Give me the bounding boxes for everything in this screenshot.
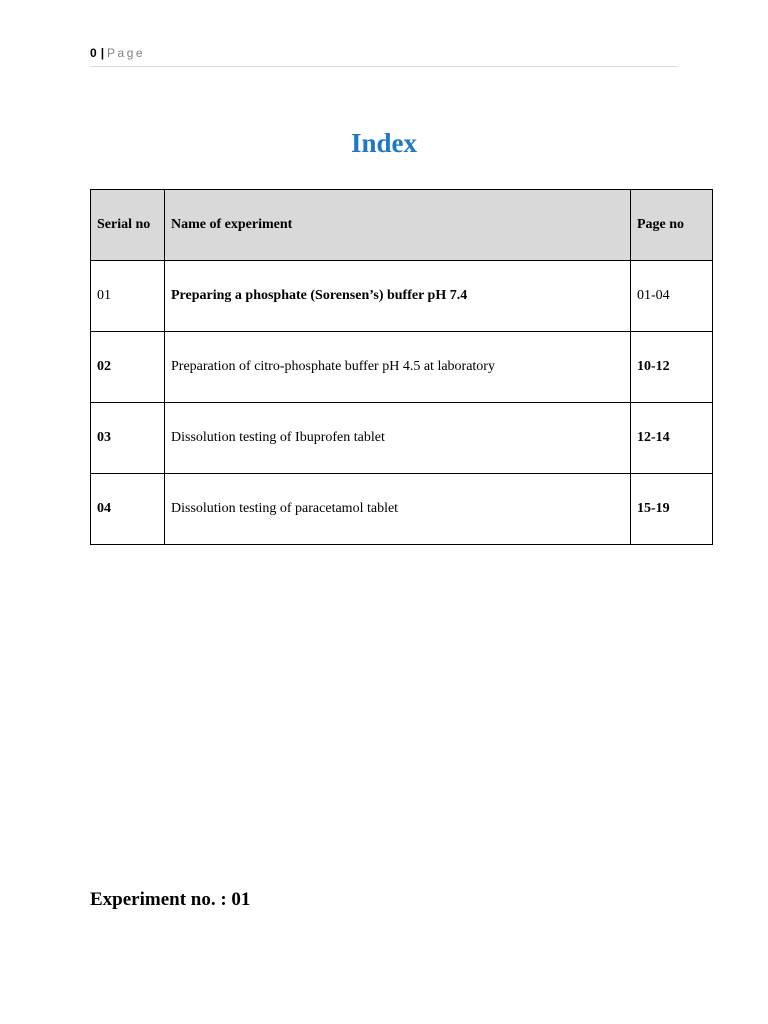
- cell-page: 01-04: [631, 261, 713, 332]
- cell-serial: 01: [91, 261, 165, 332]
- column-header-name: Name of experiment: [165, 190, 631, 261]
- cell-name: Dissolution testing of paracetamol tablet: [165, 474, 631, 545]
- page-label: Page: [107, 46, 146, 60]
- index-table: [90, 189, 713, 545]
- cell-name: Preparation of citro-phosphate buffer pH 4.5 at laboratory: [165, 332, 631, 403]
- cell-page: 12-14: [631, 403, 713, 474]
- table-row: [91, 403, 713, 474]
- table-row: [91, 261, 713, 332]
- table-header-row: [91, 190, 713, 261]
- cell-serial: 04: [91, 474, 165, 545]
- cell-name: Dissolution testing of Ibuprofen tablet: [165, 403, 631, 474]
- table-row: [91, 332, 713, 403]
- page-number: 0: [90, 46, 97, 60]
- cell-name: Preparing a phosphate (Sorensen’s) buffer pH 7.4: [165, 261, 631, 332]
- table-row: [91, 474, 713, 545]
- cell-page: 10-12: [631, 332, 713, 403]
- cell-serial: 03: [91, 403, 165, 474]
- page-header: [90, 46, 678, 67]
- column-header-serial: Serial no: [91, 190, 165, 261]
- cell-serial: 02: [91, 332, 165, 403]
- experiment-heading: Experiment no. : 01: [90, 889, 251, 910]
- index-title: Index: [350, 128, 418, 158]
- header-separator: |: [100, 46, 105, 60]
- cell-page: 15-19: [631, 474, 713, 545]
- column-header-page: Page no: [631, 190, 713, 261]
